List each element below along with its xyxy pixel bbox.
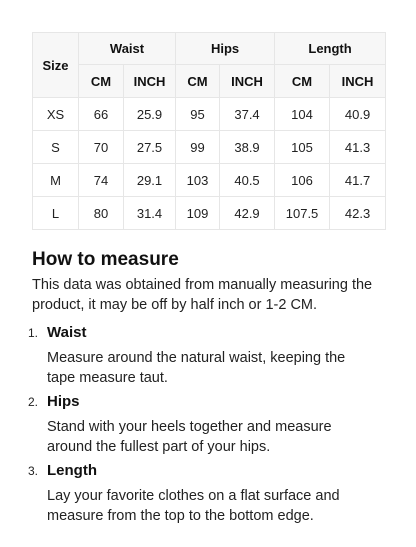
size-cell: S xyxy=(33,131,79,164)
table-row xyxy=(33,131,386,164)
hips-inch-header: INCH xyxy=(220,65,275,98)
hips-group-header: Hips xyxy=(176,33,275,65)
waist-inch-cell: 31.4 xyxy=(124,197,176,230)
size-cell: L xyxy=(33,197,79,230)
length-inch-cell: 42.3 xyxy=(330,197,386,230)
length-cm-cell: 105 xyxy=(275,131,330,164)
size-cell: M xyxy=(33,164,79,197)
waist-inch-header: INCH xyxy=(124,65,176,98)
step-number: 1. xyxy=(28,326,39,340)
length-cm-cell: 107.5 xyxy=(275,197,330,230)
hips-inch-cell: 40.5 xyxy=(220,164,275,197)
how-to-measure-title: How to measure xyxy=(32,249,179,270)
step-title-hips: Hips xyxy=(47,393,80,410)
table-row xyxy=(33,98,386,131)
table-row xyxy=(33,197,386,230)
size-chart-table xyxy=(32,32,386,230)
step-number: 3. xyxy=(28,464,39,478)
hips-cm-header: CM xyxy=(176,65,220,98)
step-description-hips: Stand with your heels together and measure around the fullest part of your hips. xyxy=(47,419,332,455)
size-column-header: Size xyxy=(33,33,79,98)
measurement-steps-list xyxy=(28,322,368,529)
waist-group-header: Waist xyxy=(79,33,176,65)
length-inch-header: INCH xyxy=(330,65,386,98)
table-row xyxy=(33,164,386,197)
hips-inch-cell: 37.4 xyxy=(220,98,275,131)
length-cm-cell: 104 xyxy=(275,98,330,131)
hips-cm-cell: 95 xyxy=(176,98,220,131)
table-header xyxy=(33,33,386,98)
waist-cm-cell: 70 xyxy=(79,131,124,164)
hips-inch-cell: 42.9 xyxy=(220,197,275,230)
list-item xyxy=(28,322,368,388)
waist-cm-cell: 74 xyxy=(79,164,124,197)
measurement-intro-text: This data was obtained from manually measuring the product, it may be off by half inch or 1-2 CM. xyxy=(32,277,373,313)
step-title-length: Length xyxy=(47,462,97,479)
waist-cm-header: CM xyxy=(79,65,124,98)
waist-cm-cell: 80 xyxy=(79,197,124,230)
hips-inch-cell: 38.9 xyxy=(220,131,275,164)
list-item xyxy=(28,391,368,457)
hips-cm-cell: 109 xyxy=(176,197,220,230)
length-cm-cell: 106 xyxy=(275,164,330,197)
table-body xyxy=(33,98,386,230)
step-description-waist: Measure around the natural waist, keeping the tape measure taut. xyxy=(47,350,346,386)
length-inch-cell: 41.3 xyxy=(330,131,386,164)
hips-cm-cell: 103 xyxy=(176,164,220,197)
header-unit-row xyxy=(33,65,386,98)
length-cm-header: CM xyxy=(275,65,330,98)
waist-inch-cell: 29.1 xyxy=(124,164,176,197)
step-title-waist: Waist xyxy=(47,324,87,341)
waist-inch-cell: 25.9 xyxy=(124,98,176,131)
length-inch-cell: 41.7 xyxy=(330,164,386,197)
size-cell: XS xyxy=(33,98,79,131)
list-item xyxy=(28,460,368,526)
waist-inch-cell: 27.5 xyxy=(124,131,176,164)
step-description-length: Lay your favorite clothes on a flat surface and measure from the top to the bottom edge. xyxy=(47,488,340,524)
header-group-row xyxy=(33,33,386,65)
length-group-header: Length xyxy=(275,33,386,65)
length-inch-cell: 40.9 xyxy=(330,98,386,131)
step-number: 2. xyxy=(28,395,39,409)
hips-cm-cell: 99 xyxy=(176,131,220,164)
waist-cm-cell: 66 xyxy=(79,98,124,131)
